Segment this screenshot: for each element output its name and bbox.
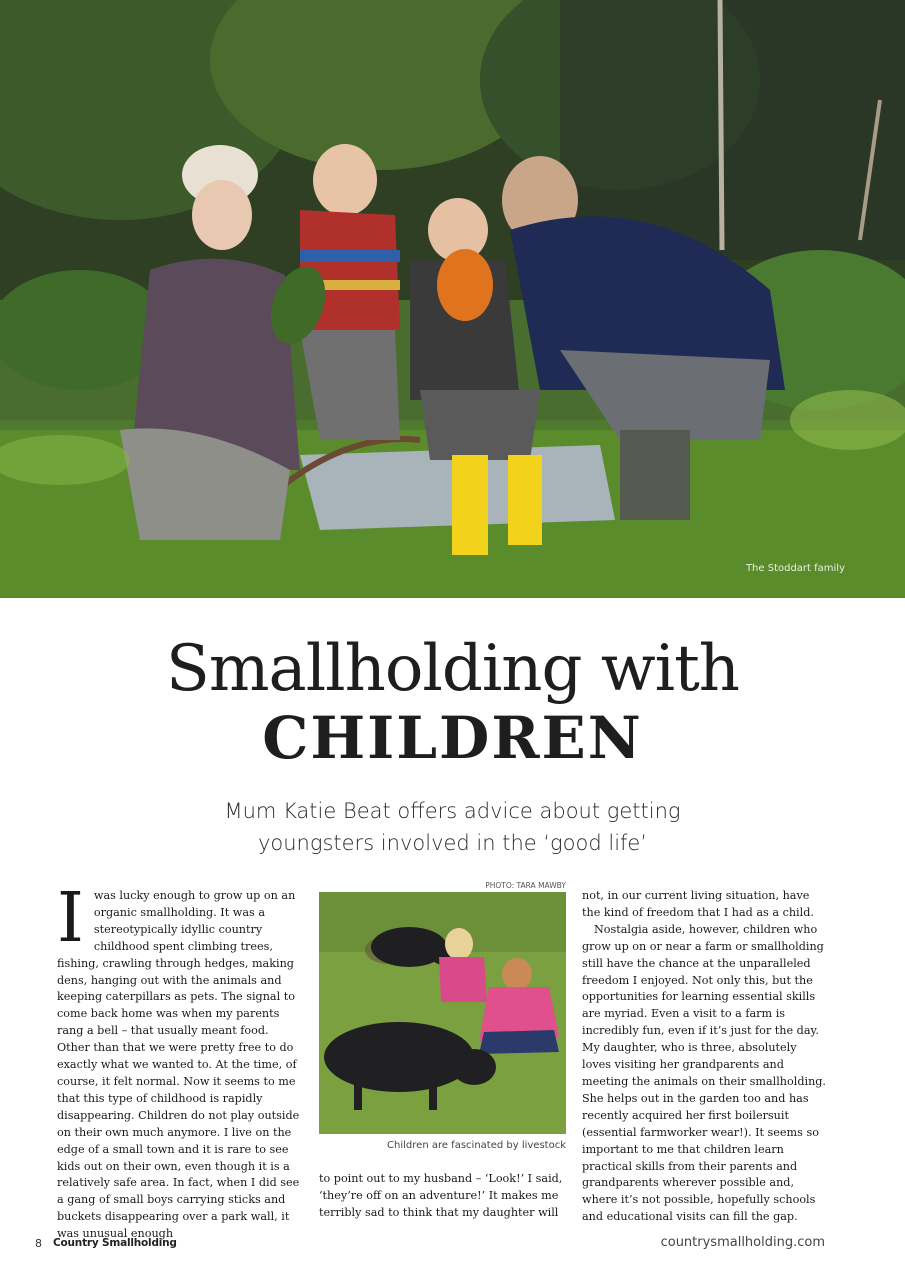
hero-caption: The Stoddart family bbox=[745, 563, 845, 574]
page-number: 8 bbox=[35, 1237, 42, 1250]
inset-photo bbox=[319, 892, 566, 1134]
body-column-2 bbox=[319, 1171, 566, 1222]
drop-cap: I bbox=[57, 879, 84, 958]
body-paragraph: Nostalgia aside, however, children who grow up on or near a farm or smallholding still have the chance at the unparalleled freedom I enjoyed. Not only this, but the opportunities for learning essential skills are myriad. Even a visit to a farm is incredibly fun, even if it’s just for the day. My daughter, who is three, absolutely loves visiting her grandparents and meeting the animals on their smallholding. She helps out in the garden too and has recently acquired her first boilersuit (essential farmworker wear!). It seems so important to me that children learn practical skills from their parents and grandparents wherever possible and, where it’s not possible, hopefully schools and educational visits can fill the gap. bbox=[582, 922, 826, 1224]
hero-photo-illustration bbox=[0, 0, 905, 598]
body-column-1 bbox=[57, 879, 303, 1243]
article-title-line1: Smallholding with bbox=[166, 632, 739, 706]
magazine-name: Country Smallholding bbox=[53, 1237, 177, 1249]
inset-caption: Children are fascinated by livestock bbox=[387, 1140, 566, 1151]
body-paragraph: not, in our current living situation, have the kind of freedom that I had as a child. bbox=[582, 889, 814, 919]
inset-photo-illustration bbox=[319, 892, 566, 1134]
photo-credit: PHOTO: TARA MAWBY bbox=[485, 881, 566, 890]
website-url: countrysmallholding.com bbox=[660, 1235, 825, 1250]
article-standfirst: Mum Katie Beat offers advice about getting youngsters involved in the ‘good life’ bbox=[224, 799, 681, 855]
body-paragraph bbox=[57, 879, 303, 1243]
body-paragraph: to point out to my husband – ‘Look!’ I said, ‘they’re off on an adventure!’ It makes me terribly sad to think that my daughter will bbox=[319, 1172, 563, 1219]
body-text: was lucky enough to grow up on an organic smallholding. It was a stereotypically idyllic country childhood spent climbing trees, fishing, crawling through hedges, making dens, hanging out with the animals and keeping caterpillars as pets. The signal to come back home was when my parents rang a bell – that usually meant food. Other than that we were pretty free to do exactly what we wanted to. At the time, of course, it felt normal. Now it seems to me that this type of childhood is rapidly disappearing. Children do not play outside on their own much anymore. I live on the edge of a small town and it is rare to see kids out on their own, even though it is a relatively safe area. In fact, when I did see a gang of small boys carrying sticks and buckets disappearing over a park wall, it was unusual enough bbox=[57, 889, 300, 1241]
hero-photo bbox=[0, 0, 905, 598]
article-title-line2: CHILDREN bbox=[262, 704, 643, 772]
body-column-3 bbox=[582, 888, 829, 1226]
